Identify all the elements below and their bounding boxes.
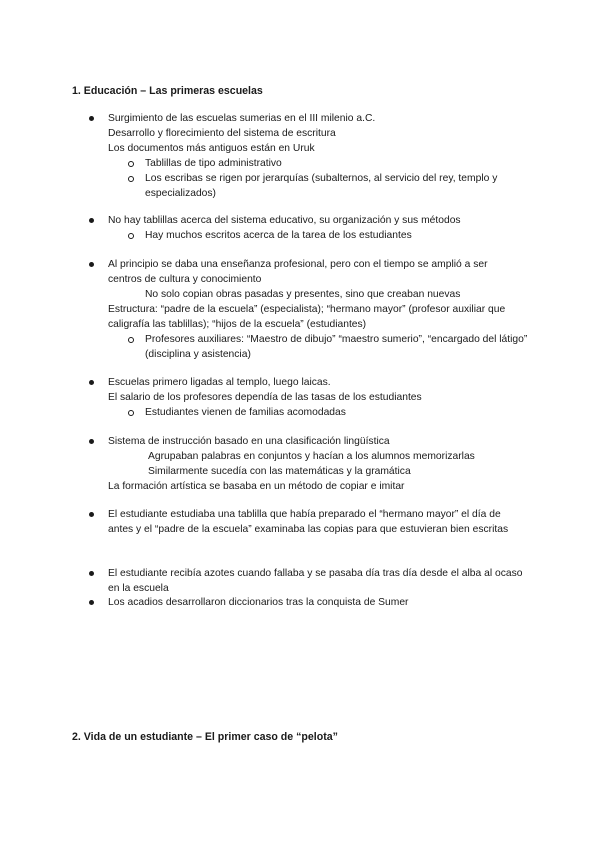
bullet-dot-icon <box>89 571 94 576</box>
sub-bullet-item <box>145 332 529 362</box>
bullet-dot-icon <box>89 600 94 605</box>
bullet-text: No hay tablillas acerca del sistema educativo, su organización y sus métodos <box>108 215 461 226</box>
bullet-item-schools-origin <box>108 111 528 201</box>
bullet-text: Sistema de instrucción basado en una clasificación lingüística <box>108 436 390 447</box>
bullet-text: El estudiante estudiaba una tablilla que había preparado el “hermano mayor” el día de antes y el “padre de la escuela” examinaba las copias para que estuvieran bien escritas <box>108 509 509 535</box>
sub-bullet-text: Los escribas se rigen por jerarquías (subalternos, al servicio del rey, templo y especializados) <box>145 173 498 199</box>
bullet-item-professional-teaching <box>108 257 528 362</box>
sub-bullet-circle-icon <box>128 176 134 182</box>
sub-bullet-item <box>145 156 528 171</box>
bullet-text: No solo copian obras pasadas y presentes, sino que creaban nuevas <box>145 289 461 300</box>
bullet-text: Desarrollo y florecimiento del sistema de escritura <box>108 128 336 139</box>
bullet-dot-icon <box>89 439 94 444</box>
bullet-item-instruction-system <box>108 434 528 494</box>
section-1-heading: 1. Educación – Las primeras escuelas <box>72 85 263 97</box>
bullet-text: Estructura: “padre de la escuela” (especialista); “hermano mayor” (profesor auxiliar que caligrafía las tablillas); “hijos de la escuela” (estudiantes) <box>108 304 506 330</box>
sub-bullet-item <box>145 405 528 420</box>
bullet-text: Al principio se daba una enseñanza profesional, pero con el tiempo se amplió a ser centros de cultura y conocimiento <box>108 259 488 285</box>
sub-bullet-item <box>145 171 529 201</box>
bullet-dot-icon <box>89 116 94 121</box>
sub-bullet-text: Profesores auxiliares: “Maestro de dibujo” “maestro sumerio”, “encargado del látigo” (disciplina y asistencia) <box>145 334 528 360</box>
bullet-item-akkadian-dictionaries <box>108 595 528 610</box>
bullet-item-punishment <box>108 566 528 596</box>
bullet-text: Surgimiento de las escuelas sumerias en el III milenio a.C. <box>108 113 376 124</box>
bullet-text: Escuelas primero ligadas al templo, luego laicas. <box>108 377 331 388</box>
bullet-text: El estudiante recibía azotes cuando fallaba y se pasaba día tras día desde el alba al ocaso en la escuela <box>108 568 523 594</box>
bullet-item-no-tablets <box>108 213 528 243</box>
bullet-text: Agrupaban palabras en conjuntos y hacían a los alumnos memorizarlas <box>148 451 475 462</box>
sub-bullet-text: Hay muchos escritos acerca de la tarea de los estudiantes <box>145 230 412 241</box>
bullet-dot-icon <box>89 218 94 223</box>
sub-bullet-circle-icon <box>128 410 134 416</box>
bullet-item-tablet-study <box>108 507 528 537</box>
section-2-heading: 2. Vida de un estudiante – El primer caso de “pelota” <box>72 731 338 743</box>
bullet-text: La formación artística se basaba en un método de copiar e imitar <box>108 481 405 492</box>
bullet-item-temple-schools <box>108 375 528 420</box>
sub-bullet-text: Estudiantes vienen de familias acomodadas <box>145 407 346 418</box>
bullet-dot-icon <box>89 380 94 385</box>
bullet-text: El salario de los profesores dependía de las tasas de los estudiantes <box>108 392 422 403</box>
bullet-dot-icon <box>89 262 94 267</box>
sub-bullet-circle-icon <box>128 337 134 343</box>
bullet-text: Similarmente sucedía con las matemáticas y la gramática <box>148 466 411 477</box>
sub-bullet-circle-icon <box>128 233 134 239</box>
bullet-dot-icon <box>89 512 94 517</box>
sub-bullet-item <box>145 228 528 243</box>
sub-bullet-circle-icon <box>128 161 134 167</box>
bullet-text: Los documentos más antiguos están en Uruk <box>108 143 315 154</box>
sub-bullet-text: Tablillas de tipo administrativo <box>145 158 282 169</box>
bullet-text: Los acadios desarrollaron diccionarios tras la conquista de Sumer <box>108 597 409 608</box>
